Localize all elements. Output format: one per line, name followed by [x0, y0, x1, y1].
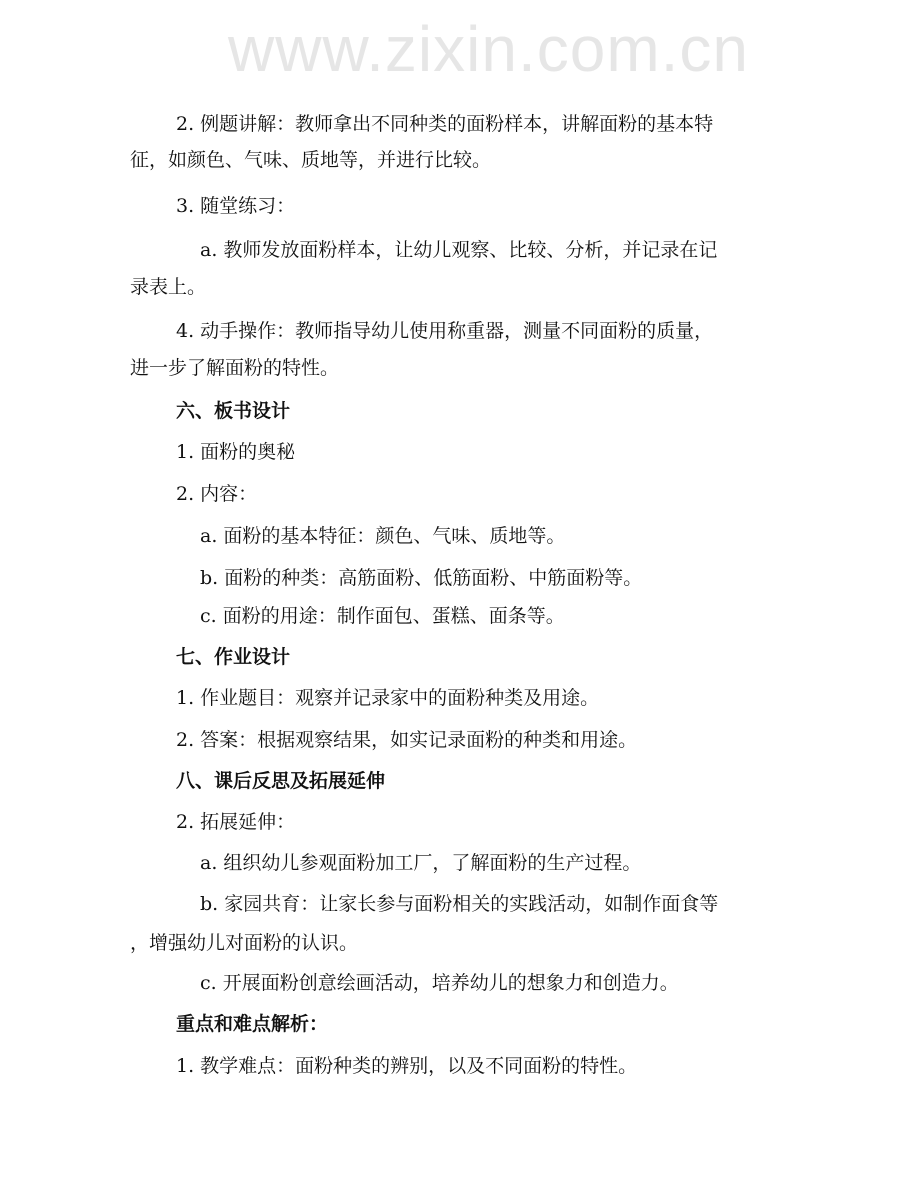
paragraph-line: 1. 作业题目：观察并记录家中的面粉种类及用途。: [176, 687, 600, 709]
paragraph-line: 录表上。: [130, 276, 207, 298]
paragraph-line: 1. 教学难点：面粉种类的辨别，以及不同面粉的特性。: [176, 1055, 638, 1077]
watermark: www.zixin.com.cn: [228, 13, 749, 85]
paragraph-line: 2. 拓展延伸：: [176, 811, 296, 833]
paragraph-line: 2. 例题讲解：教师拿出不同种类的面粉样本，讲解面粉的基本特: [176, 113, 714, 135]
paragraph-line: a. 面粉的基本特征：颜色、气味、质地等。: [200, 525, 566, 547]
paragraph-line: a. 教师发放面粉样本，让幼儿观察、比较、分析，并记录在记: [200, 239, 718, 261]
paragraph-line: 2. 答案：根据观察结果，如实记录面粉的种类和用途。: [176, 729, 638, 751]
paragraph-line: 征，如颜色、气味、质地等，并进行比较。: [130, 149, 492, 171]
paragraph-line: 进一步了解面粉的特性。: [130, 357, 340, 379]
paragraph-line: 4. 动手操作：教师指导幼儿使用称重器，测量不同面粉的质量，: [176, 320, 714, 342]
section-heading: 八、课后反思及拓展延伸: [176, 770, 386, 792]
paragraph-line: 1. 面粉的奥秘: [176, 441, 296, 463]
section-heading: 六、板书设计: [176, 400, 291, 422]
paragraph-line: a. 组织幼儿参观面粉加工厂，了解面粉的生产过程。: [200, 852, 642, 874]
paragraph-line: 3. 随堂练习：: [176, 195, 296, 217]
section-heading: 七、作业设计: [176, 646, 291, 668]
paragraph-line: b. 面粉的种类：高筋面粉、低筋面粉、中筋面粉等。: [200, 567, 643, 589]
section-heading: 重点和难点解析：: [176, 1013, 329, 1035]
paragraph-line: c. 面粉的用途：制作面包、蛋糕、面条等。: [200, 605, 565, 627]
paragraph-line: 2. 内容：: [176, 483, 258, 505]
paragraph-line: c. 开展面粉创意绘画活动，培养幼儿的想象力和创造力。: [200, 972, 679, 994]
paragraph-line: b. 家园共育：让家长参与面粉相关的实践活动，如制作面食等: [200, 893, 719, 915]
paragraph-line: ，增强幼儿对面粉的认识。: [130, 932, 359, 954]
